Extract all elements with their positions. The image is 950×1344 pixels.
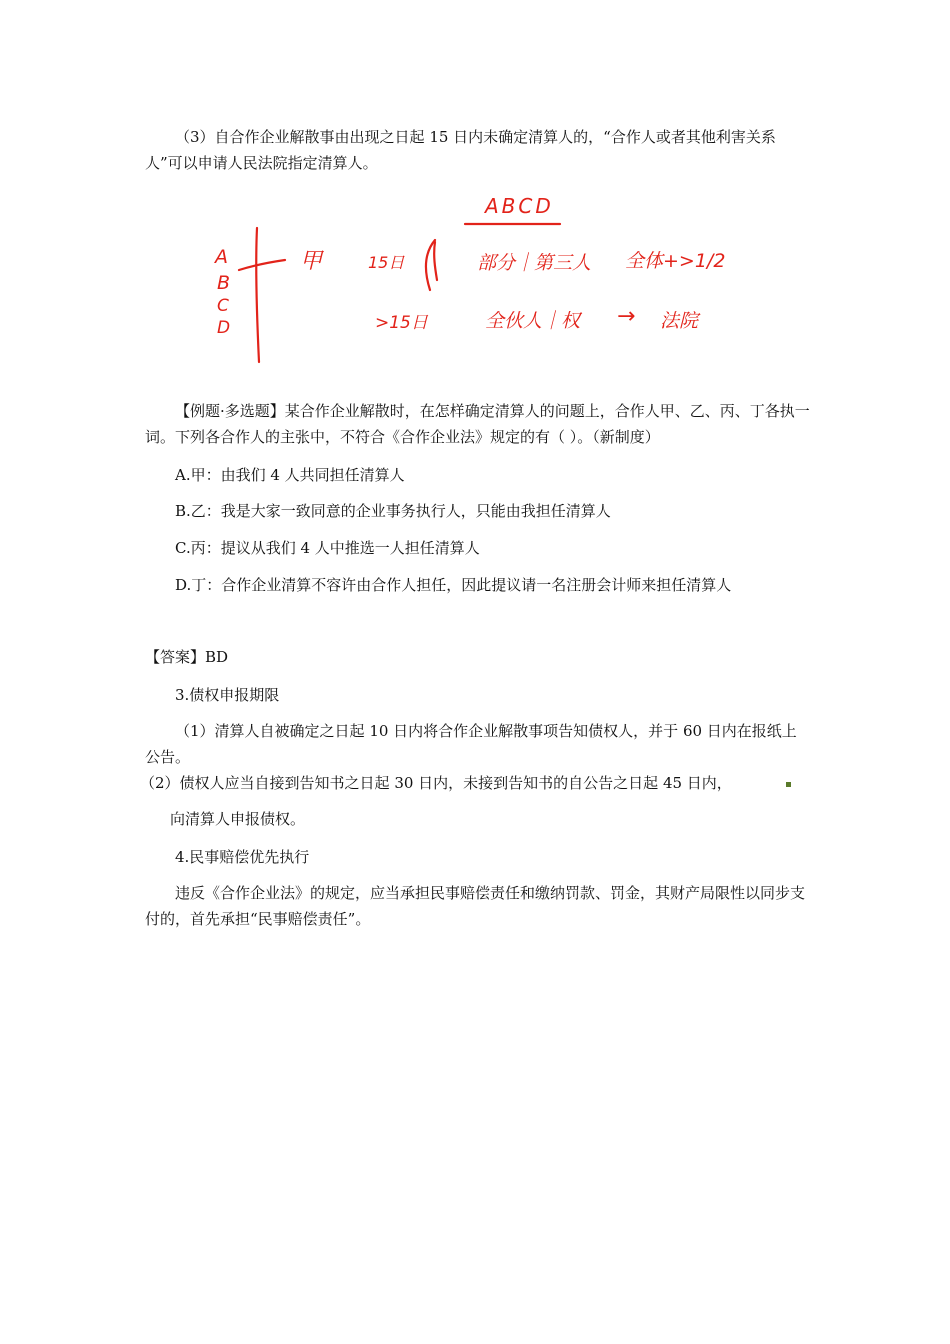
sketch-letter-a: A: [215, 246, 228, 268]
option-a: A.甲：由我们 4 人共同担任清算人: [175, 466, 405, 484]
heading-3: 3.债权申报期限: [175, 686, 280, 704]
marker-square: [786, 782, 791, 787]
paragraph-liquidator-15-days: （3）自合作企业解散事由出现之日起 15 日内未确定清算人的，“合作人或者其他利害关系人”可以申请人民法院指定清算人。: [145, 128, 776, 172]
sketch-abcd: ABCD: [485, 194, 554, 218]
paragraph-4: 违反《合作企业法》的规定，应当承担民事赔偿责任和缴纳罚款、罚金，其财产局限性以同步支付的，首先承担“民事赔偿责任”。: [145, 884, 806, 928]
sketch-15-days: 15日: [368, 253, 405, 272]
sketch-letter-d: D: [217, 318, 231, 338]
sketch-letter-b: B: [217, 272, 231, 294]
answer: 【答案】BD: [145, 648, 229, 666]
sketch-row2-left: 全伙人｜权: [485, 310, 581, 332]
option-d: D.丁：合作企业清算不容许由合作人担任，因此提议请一名注册会计师来担任清算人: [175, 576, 732, 594]
sketch-row1-right: 全体+>1/2: [625, 250, 726, 272]
sketch-jia: 甲: [300, 249, 323, 274]
sketch-arrow: →: [617, 304, 636, 329]
sketch-court: 法院: [660, 310, 699, 332]
heading-4: 4.民事赔偿优先执行: [175, 848, 310, 866]
sketch-row1-left: 部分｜第三人: [477, 252, 592, 274]
paragraph-3-2-line2: 向清算人申报债权。: [170, 810, 306, 828]
handwritten-sketch: [205, 190, 765, 370]
paragraph-3-1: （1）清算人自被确定之日起 10 日内将合作企业解散事项告知债权人，并于 60 日内在报纸上公告。: [145, 722, 797, 766]
paragraph-3-2-line1: （2）债权人应当自接到告知书之日起 30 日内，未接到告知书的自公告之日起 45 日内，: [140, 774, 732, 792]
sketch-letter-c: C: [217, 296, 229, 316]
example-stem: 【例题·多选题】某合作企业解散时，在怎样确定清算人的问题上，合作人甲、乙、丙、丁各执一词。下列各合作人的主张中，不符合《合作企业法》规定的有（ ）。（新制度）: [145, 402, 810, 446]
option-b: B.乙：我是大家一致同意的企业事务执行人，只能由我担任清算人: [175, 502, 611, 520]
option-c: C.丙：提议从我们 4 人中推选一人担任清算人: [175, 539, 480, 557]
sketch-gt-15-days: >15日: [375, 313, 428, 333]
